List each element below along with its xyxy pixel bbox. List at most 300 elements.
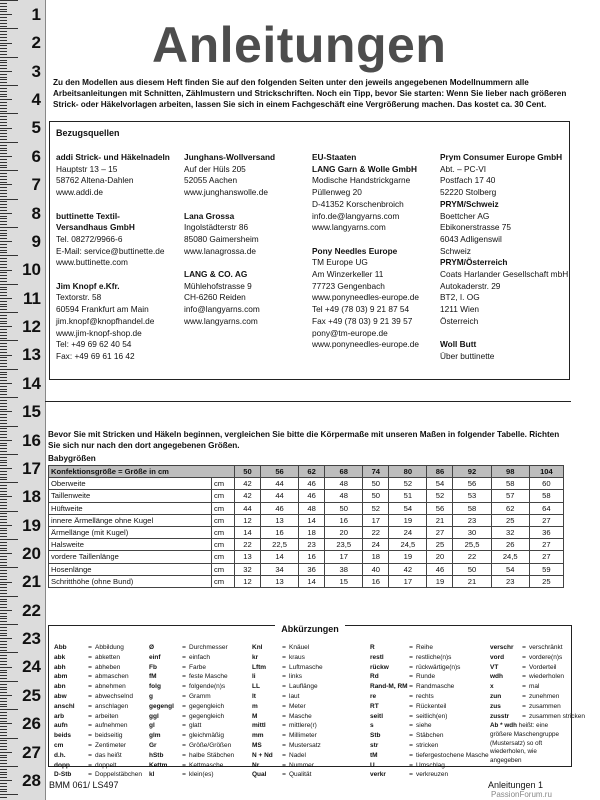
abbr-key: zusstr xyxy=(490,712,510,720)
ruler-tick xyxy=(0,111,7,112)
ruler-tick xyxy=(0,156,12,157)
source-line: Tel +49 (78 03) 9 21 87 54 xyxy=(312,304,410,315)
equals-sign: = xyxy=(409,712,413,720)
table-cell: 27 xyxy=(427,526,453,538)
abbr-entry xyxy=(54,712,142,722)
ruler-tick xyxy=(0,457,7,458)
ruler-tick xyxy=(0,54,7,55)
table-row xyxy=(49,563,564,575)
ruler-tick xyxy=(0,125,7,126)
abbr-key: anschl xyxy=(54,702,75,710)
equals-sign: = xyxy=(88,771,92,779)
source-line: Über buttinette xyxy=(440,350,495,361)
abbr-entry xyxy=(252,770,323,780)
equals-sign: = xyxy=(409,761,413,769)
ruler-tick xyxy=(0,525,12,526)
ruler-tick xyxy=(0,635,7,636)
size-column-header: 80 xyxy=(389,466,427,478)
source-line: Schweiz xyxy=(440,245,471,256)
row-unit: cm xyxy=(212,478,235,490)
abbr-entry xyxy=(370,761,489,771)
table-cell: 54 xyxy=(491,563,529,575)
abbr-meaning: gegengleich xyxy=(189,712,225,720)
ruler-tick xyxy=(0,536,7,537)
abbr-entry xyxy=(252,702,323,712)
ruler-tick xyxy=(0,411,12,412)
ruler-tick xyxy=(0,437,7,438)
equals-sign: = xyxy=(88,653,92,661)
abbr-entry xyxy=(54,702,142,712)
ruler-tick xyxy=(0,740,7,741)
ruler-tick xyxy=(0,508,7,509)
abbr-key: R xyxy=(370,644,375,651)
ruler-tick xyxy=(0,715,7,716)
abbr-meaning: wiederholen xyxy=(529,673,565,681)
ruler-tick xyxy=(0,68,7,69)
table-cell: 44 xyxy=(260,490,298,502)
abbr-key: kr xyxy=(252,653,259,661)
equals-sign: = xyxy=(182,732,186,740)
table-cell: 32 xyxy=(491,526,529,538)
equals-sign: = xyxy=(522,644,526,651)
ruler-tick xyxy=(0,706,7,707)
abbr-meaning: laut xyxy=(289,692,300,700)
abbr-entry xyxy=(149,653,234,663)
ruler-tick xyxy=(0,57,18,58)
equals-sign: = xyxy=(409,683,413,691)
table-cell: 25,5 xyxy=(453,539,491,551)
ruler-tick xyxy=(0,556,7,557)
table-cell: 34 xyxy=(260,563,298,575)
table-cell: 51 xyxy=(389,490,427,502)
abbr-meaning: Luftmasche xyxy=(289,663,323,671)
table-cell: 50 xyxy=(363,478,389,490)
ruler-tick xyxy=(0,45,7,46)
abbr-meaning: beidseitig xyxy=(95,732,123,740)
row-label: Hosenlänge xyxy=(49,563,212,575)
ruler-tick xyxy=(0,94,7,95)
ruler-tick xyxy=(0,409,7,410)
table-cell: 17 xyxy=(389,575,427,587)
table-cell: 25 xyxy=(491,514,529,526)
sources-box xyxy=(49,121,570,380)
ruler-tick xyxy=(0,488,7,489)
equals-sign: = xyxy=(182,751,186,759)
ruler-tick xyxy=(0,633,7,634)
abbr-key: seitl xyxy=(370,712,384,720)
ruler-tick xyxy=(0,496,12,497)
equals-sign: = xyxy=(409,673,413,681)
table-cell: 16 xyxy=(260,526,298,538)
source-line: 60594 Frankfurt am Main xyxy=(56,304,149,315)
abbr-meaning: seitlich(en) xyxy=(416,712,448,720)
ruler-tick xyxy=(0,528,7,529)
abbr-key: Nr xyxy=(252,761,260,769)
abbr-key: li xyxy=(252,673,256,681)
ruler-tick xyxy=(0,772,7,773)
abbr-entry xyxy=(54,721,142,731)
ruler-tick xyxy=(0,28,18,29)
ruler-tick xyxy=(0,403,7,404)
abbr-meaning: Nadel xyxy=(289,751,306,759)
ruler-tick xyxy=(0,738,18,739)
abbr-meaning: arbeiten xyxy=(95,712,119,720)
ruler-tick xyxy=(0,139,7,140)
ruler-tick xyxy=(0,133,7,134)
source-name: Pony Needles Europe xyxy=(312,245,398,256)
ruler-tick xyxy=(0,519,7,520)
equals-sign: = xyxy=(88,712,92,720)
source-name: LANG Garn & Wolle GmbH xyxy=(312,163,417,174)
ruler-tick xyxy=(0,252,7,253)
ruler-tick xyxy=(0,306,7,307)
ruler-tick xyxy=(0,289,7,290)
abbr-meaning: halbe Stäbchen xyxy=(189,751,235,759)
equals-sign: = xyxy=(282,771,286,779)
abbr-meaning: Nummer xyxy=(289,761,314,769)
ruler-number: 6 xyxy=(31,146,41,166)
abbreviations-box xyxy=(48,624,585,779)
ruler-tick xyxy=(0,335,7,336)
abbr-entry xyxy=(370,692,489,702)
equals-sign: = xyxy=(282,673,286,681)
abbr-meaning: klein(es) xyxy=(189,771,214,779)
abbr-entry xyxy=(54,770,142,780)
ruler xyxy=(0,0,46,800)
ruler-tick xyxy=(0,491,7,492)
ruler-tick xyxy=(0,431,7,432)
equals-sign: = xyxy=(182,702,186,710)
abbr-key: Fb xyxy=(149,663,157,671)
source-line: 85080 Gaimersheim xyxy=(184,233,259,244)
equals-sign: = xyxy=(282,751,286,759)
table-cell: 14 xyxy=(260,551,298,563)
ruler-tick xyxy=(0,664,7,665)
section-divider xyxy=(45,401,571,402)
ruler-number: 9 xyxy=(31,231,41,251)
abbr-key: m xyxy=(252,702,258,710)
size-table xyxy=(48,465,564,588)
abbr-key: mittl xyxy=(252,722,266,730)
ruler-tick xyxy=(0,77,7,78)
ruler-tick xyxy=(0,414,7,415)
abbr-entry xyxy=(252,712,323,722)
table-cell: 60 xyxy=(529,478,563,490)
table-cell: 52 xyxy=(389,478,427,490)
equals-sign: = xyxy=(182,771,186,779)
ruler-tick xyxy=(0,96,7,97)
row-label: Taillenweite xyxy=(49,490,212,502)
source-line: D-41352 Korschenbroich xyxy=(312,198,404,209)
ruler-tick xyxy=(0,567,18,568)
row-unit: cm xyxy=(212,575,235,587)
ruler-tick xyxy=(0,732,7,733)
table-cell: 12 xyxy=(235,514,261,526)
ruler-tick xyxy=(0,187,7,188)
ruler-tick xyxy=(0,108,7,109)
equals-sign: = xyxy=(409,741,413,749)
equals-sign: = xyxy=(282,644,286,651)
equals-sign: = xyxy=(88,702,92,710)
ruler-tick xyxy=(0,559,7,560)
ruler-tick xyxy=(0,704,7,705)
abbr-key: abw xyxy=(54,692,67,700)
abbr-column-5 xyxy=(490,643,585,721)
row-label: Hüftweite xyxy=(49,502,212,514)
ruler-number: 19 xyxy=(22,515,41,535)
row-unit: cm xyxy=(212,514,235,526)
table-cell: 46 xyxy=(299,478,325,490)
ruler-tick xyxy=(0,261,7,262)
ruler-tick xyxy=(0,494,7,495)
ruler-tick xyxy=(0,150,7,151)
ruler-tick xyxy=(0,204,7,205)
ruler-tick xyxy=(0,301,7,302)
abbr-entry xyxy=(149,672,234,682)
abbr-meaning: verkreuzen xyxy=(416,771,449,779)
abbr-meaning: abnehmen xyxy=(95,683,126,691)
ruler-tick xyxy=(0,128,12,129)
table-cell: 17 xyxy=(325,551,363,563)
ruler-tick xyxy=(0,601,7,602)
source-name: Woll Butt xyxy=(440,339,477,350)
ruler-tick xyxy=(0,522,7,523)
abbr-meaning: verschränkt xyxy=(529,644,563,651)
abbr-meaning: vordere(n)s xyxy=(529,653,563,661)
equals-sign: = xyxy=(282,702,286,710)
ruler-tick xyxy=(0,621,7,622)
ruler-tick xyxy=(0,678,7,679)
abbr-meaning: feste Masche xyxy=(189,673,228,681)
table-cell: 38 xyxy=(325,563,363,575)
abbr-meaning: Größe/Größen xyxy=(189,741,232,749)
ruler-tick xyxy=(0,638,12,639)
abbr-key: Kettm xyxy=(149,761,168,769)
ruler-tick xyxy=(0,610,12,611)
ruler-number: 12 xyxy=(22,317,41,337)
ruler-tick xyxy=(0,661,7,662)
abbr-meaning: glatt xyxy=(189,722,202,730)
abbr-entry xyxy=(370,731,489,741)
ruler-tick xyxy=(0,746,7,747)
ruler-tick xyxy=(0,210,7,211)
ruler-tick xyxy=(0,295,7,296)
table-cell: 19 xyxy=(389,514,427,526)
ruler-tick xyxy=(0,321,7,322)
abbr-meaning: aufnehmen xyxy=(95,722,128,730)
abbr-key: kl xyxy=(149,771,155,779)
equals-sign: = xyxy=(409,663,413,671)
ruler-number: 17 xyxy=(22,458,41,478)
abbr-entry xyxy=(149,682,234,692)
table-cell: 25 xyxy=(427,539,453,551)
equals-sign: = xyxy=(282,732,286,740)
source-name: Lana Grossa xyxy=(184,210,235,221)
ruler-tick xyxy=(0,576,7,577)
spacer xyxy=(312,234,419,246)
ruler-tick xyxy=(0,777,7,778)
ruler-tick xyxy=(0,221,7,222)
ruler-tick xyxy=(0,349,7,350)
intro-text: Zu den Modellen aus diesem Heft finden Sie auf den folgenden Seiten unter den jeweils angegebenen Modellnummern alle Arbeitsanleitungen mit Schnitten, Zählmustern und Strickschriften. Noch ein Tipp, bevor Sie starten: Wenn Sie lieber nach größeren Strick- oder Häkelvorlagen arbeiten, lassen Sie sich in einem Fachgeschäft eine Vergrößerung machen. Das kostet ca. 30 Cent. xyxy=(53,78,567,109)
footer-code: BMM 061/ LS497 xyxy=(49,780,119,790)
abbr-meaning: restliche(n)s xyxy=(416,653,452,661)
footer-page: Anleitungen 1 xyxy=(488,780,544,790)
ruler-tick xyxy=(0,562,7,563)
abbr-meaning: anschlagen xyxy=(95,702,129,710)
abbr-meaning: folgende(n)s xyxy=(189,683,226,691)
abbr-meaning: abketten xyxy=(95,653,120,661)
ruler-tick xyxy=(0,374,7,375)
source-line: www.ponyneedles-europe.de xyxy=(312,292,420,303)
abbr-meaning: Millimeter xyxy=(289,732,317,740)
ruler-tick xyxy=(0,701,7,702)
table-cell: 56 xyxy=(427,502,453,514)
table-row xyxy=(49,539,564,551)
ruler-tick xyxy=(0,709,18,710)
table-cell: 23 xyxy=(299,539,325,551)
abbr-meaning: mal xyxy=(529,683,540,691)
equals-sign: = xyxy=(182,761,186,769)
ruler-tick xyxy=(0,332,7,333)
table-cell: 44 xyxy=(260,478,298,490)
abbr-key: D-Stb xyxy=(54,771,72,779)
ruler-tick xyxy=(0,281,7,282)
ruler-tick xyxy=(0,23,7,24)
abbr-key: M xyxy=(252,712,258,720)
row-label: innere Ärmellänge ohne Kugel xyxy=(49,514,212,526)
abbr-key: einf xyxy=(149,653,161,661)
abbr-meaning: tiefergestochene Masche xyxy=(416,751,489,759)
ruler-tick xyxy=(0,182,7,183)
abbr-key: folg xyxy=(149,683,161,691)
ruler-tick xyxy=(0,3,7,4)
equals-sign: = xyxy=(88,761,92,769)
ruler-tick xyxy=(0,647,7,648)
equals-sign: = xyxy=(88,663,92,671)
source-line: 52055 Aachen xyxy=(184,175,238,186)
abbr-meaning: rechts xyxy=(416,692,434,700)
ruler-tick xyxy=(0,797,7,798)
ruler-tick xyxy=(0,304,7,305)
abbr-key: arb xyxy=(54,712,65,720)
abbr-entry xyxy=(252,761,323,771)
spacer xyxy=(56,269,170,281)
row-unit: cm xyxy=(212,502,235,514)
abbr-key: abm xyxy=(54,673,68,681)
abbr-meaning: mittlere(r) xyxy=(289,722,317,730)
source-line: Tel: +49 69 62 40 54 xyxy=(56,339,132,350)
abbr-entry xyxy=(490,692,585,702)
ruler-tick xyxy=(0,190,7,191)
abbr-entry xyxy=(149,663,234,673)
source-name: Junghans-Wollversand xyxy=(184,152,276,162)
ruler-tick xyxy=(0,17,7,18)
table-cell: 20 xyxy=(427,551,453,563)
size-column-header: 62 xyxy=(299,466,325,478)
ruler-tick xyxy=(0,159,7,160)
abbr-meaning: Mustersatz xyxy=(289,741,321,749)
ruler-tick xyxy=(0,542,7,543)
size-column-header: 74 xyxy=(363,466,389,478)
abbr-meaning: Gramm xyxy=(189,692,211,700)
abbr-meaning: abwechselnd xyxy=(95,692,133,700)
table-cell: 48 xyxy=(325,490,363,502)
baby-sizes-heading: Babygrößen xyxy=(48,454,96,463)
source-line: Auf der Hüls 205 xyxy=(184,163,246,174)
table-cell: 22,5 xyxy=(260,539,298,551)
abbr-entry xyxy=(54,741,142,751)
abbr-key: N + Nd xyxy=(252,751,273,759)
ruler-tick xyxy=(0,216,7,217)
ruler-tick xyxy=(0,0,18,1)
ruler-number: 5 xyxy=(31,118,41,138)
abbr-note xyxy=(490,722,570,766)
ruler-tick xyxy=(0,584,7,585)
ruler-tick xyxy=(0,774,7,775)
equals-sign: = xyxy=(282,741,286,749)
table-cell: 27 xyxy=(529,514,563,526)
table-cell: 22 xyxy=(235,539,261,551)
abbr-entry xyxy=(490,643,585,653)
abbr-entry xyxy=(54,672,142,682)
ruler-tick xyxy=(0,380,7,381)
spacer xyxy=(184,199,275,211)
ruler-number: 14 xyxy=(22,373,41,393)
table-cell: 26 xyxy=(491,539,529,551)
table-cell: 52 xyxy=(363,502,389,514)
abbr-entry xyxy=(252,692,323,702)
ruler-tick xyxy=(0,270,12,271)
abbr-meaning: gegengleich xyxy=(189,702,225,710)
ruler-tick xyxy=(0,570,7,571)
ruler-tick xyxy=(0,369,18,370)
abbr-note-text: heißt: eine größere Maschengruppe (Mustersatz) so oft wiederholen, wie angegeben xyxy=(490,722,559,765)
ruler-tick xyxy=(0,667,12,668)
source-name: Jim Knopf e.Kfr. xyxy=(56,280,120,291)
equals-sign: = xyxy=(522,683,526,691)
ruler-tick xyxy=(0,763,7,764)
ruler-tick xyxy=(0,791,7,792)
table-cell: 46 xyxy=(260,502,298,514)
abbr-meaning: Randmasche xyxy=(416,683,455,691)
source-line: Am Winzerkeller 11 xyxy=(312,269,384,280)
ruler-tick xyxy=(0,167,7,168)
ruler-tick xyxy=(0,721,7,722)
abbr-meaning: links xyxy=(289,673,303,681)
abbr-key: zus xyxy=(490,702,501,710)
source-name: PRYM/Österreich xyxy=(440,257,508,268)
abbr-key: g xyxy=(149,692,153,700)
ruler-tick xyxy=(0,752,12,753)
abbr-meaning: doppelt xyxy=(95,761,117,769)
table-cell: 56 xyxy=(453,478,491,490)
ruler-tick xyxy=(0,485,7,486)
abbr-entry xyxy=(490,663,585,673)
ruler-tick xyxy=(0,434,7,435)
equals-sign: = xyxy=(88,683,92,691)
abbr-column-2 xyxy=(149,643,234,780)
abbr-entry xyxy=(490,672,585,682)
equals-sign: = xyxy=(88,741,92,749)
ruler-tick xyxy=(0,789,7,790)
size-note: Bevor Sie mit Stricken und Häkeln beginnen, vergleichen Sie bitte die Körpermaße mit unseren Maßen in folgender Tabelle. Richten Sie sich nur nach den dort angegebenen Größen. xyxy=(48,430,560,450)
equals-sign: = xyxy=(88,644,92,651)
equals-sign: = xyxy=(182,722,186,730)
ruler-tick xyxy=(0,79,7,80)
ruler-tick xyxy=(0,479,7,480)
abbr-entry xyxy=(54,682,142,692)
